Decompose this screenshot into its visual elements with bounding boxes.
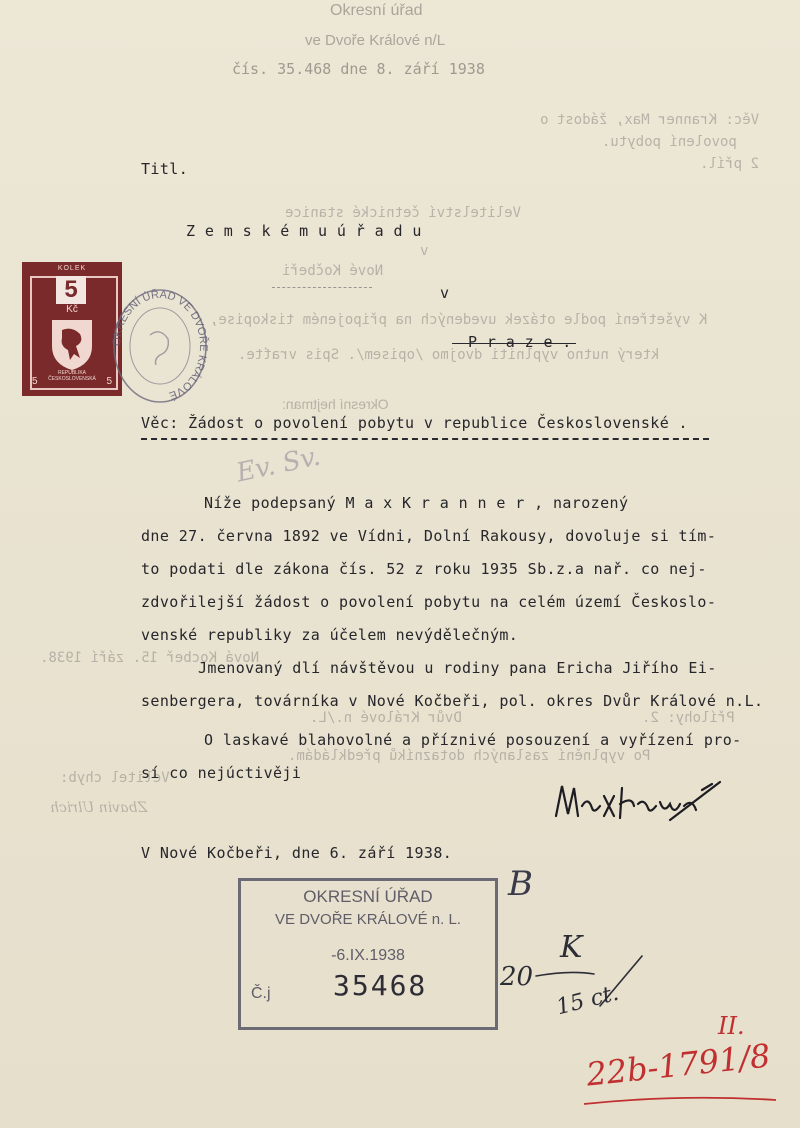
round-seal-text: OKRESNÍ ÚŘAD VE DVOŘE KRÁLOVÉ	[110, 288, 210, 402]
salutation: Titl.	[141, 160, 189, 178]
addressee-city: P r a z e .	[468, 333, 572, 351]
office-stamp-date: -6.IX.1938	[331, 947, 405, 964]
handwritten-fifteen: 15 ct.	[553, 980, 622, 1021]
office-stamp-cj: Č.j	[251, 985, 271, 1002]
handwritten-k: K	[560, 930, 583, 965]
lion-emblem-icon	[44, 316, 100, 372]
red-underline-stroke	[580, 1090, 780, 1110]
bleed-text-mid-3: Nové Kočbeři	[282, 263, 384, 279]
office-reception-stamp	[238, 878, 498, 1030]
bleed-underline	[272, 287, 372, 288]
city-strikethrough	[452, 343, 576, 344]
office-stamp-number: 35468	[333, 969, 428, 1002]
body-line-2: dne 27. června 1892 ve Vídni, Dolní Rakousy, dovoluje si tím-	[141, 527, 717, 545]
bleed-text-lower-2: Přílohy: 2.	[642, 710, 735, 726]
handwritten-roman: II.	[718, 1012, 745, 1040]
signature	[552, 776, 722, 836]
subject-underline	[141, 438, 709, 440]
body-line-6: Jmenovaný dlí návštěvou u rodiny pana Ericha Jiřího Ei-	[198, 659, 717, 677]
revenue-stamp-corner-left: 5	[32, 376, 38, 387]
handwritten-b: B	[508, 864, 533, 904]
body-line-5: venské republiky za účelem nevýdělečným.	[141, 626, 519, 644]
header-stamp-line2: ve Dvoře Králové n/L	[305, 32, 446, 49]
bleed-text-lower-4: Po vyplnění zaslaných dotazníků předkládám.	[288, 748, 651, 764]
revenue-stamp-top: KOLEK	[57, 265, 87, 272]
addressee: Z e m s k é m u ú ř a d u	[186, 222, 422, 240]
bleed-text-left-2: Zbavin Ulrich	[50, 800, 148, 816]
addressee-v: v	[440, 284, 450, 302]
body-line-7: senbergera, továrníka v Nové Kočbeři, pol. okres Dvůr Králové n.L.	[141, 692, 764, 710]
revenue-stamp-unit: Kč	[66, 304, 78, 315]
revenue-stamp	[22, 262, 122, 396]
header-stamp-line1: Okresní úřad	[330, 2, 423, 19]
body-line-9: sí co nejúctivěji	[141, 764, 302, 782]
bleed-text-lower-3: Dvůr Králové n./L.	[310, 710, 462, 726]
svg-text:OKRESNÍ ÚŘAD VE DVOŘE KRÁLOVÉ	[111, 288, 210, 403]
body-line-8: O laskavé blahovolné a příznivé posouzení a vyřízení pro-	[204, 731, 742, 749]
date-line: V Nové Kočbeři, dne 6. září 1938.	[141, 844, 453, 862]
bleed-text-mid-2: v	[420, 243, 429, 259]
handwritten-red-reference: 22b-1791/8	[584, 1036, 773, 1094]
subject-line: Věc: Žádost o povolení pobytu v republice Československé .	[141, 414, 688, 432]
bleed-text-left-1: Velitel chyb:	[60, 770, 170, 786]
bleed-text-mid-4: K vyšetření podle otázek uvedených na připojeném tiskopise,	[210, 312, 708, 328]
bleed-text-right-3: 2 příl.	[700, 156, 760, 172]
header-stamp-line3: čís. 35.468 dne 8. září 1938	[232, 60, 485, 78]
body-line-4: zdvořilejší žádost o povolení pobytu na celém území Českoslo-	[141, 593, 717, 611]
bleed-text-mid-1: Velitelství četnické stanice	[285, 205, 522, 221]
bleed-text-right-1: Věc: Kranner Max, žádost o	[540, 112, 760, 128]
revenue-stamp-side: REPUBLIKA ČESKOSLOVENSKÁ	[48, 370, 96, 382]
revenue-stamp-corner-right: 5	[106, 376, 112, 387]
handwritten-twenty: 20	[500, 962, 534, 992]
office-stamp-line1: OKRESNÍ ÚŘAD	[303, 887, 433, 906]
pencil-initials: Ev. Sv.	[233, 441, 323, 489]
bleed-text-right-2: povolení pobytu.	[602, 134, 737, 150]
bleed-text-lower-1: Nová Kocbeř 15. září 1938.	[40, 650, 260, 666]
revenue-stamp-value: 5	[56, 276, 86, 304]
bleed-text-mid-5: který nutno vyplniti dvojmo /opisem/. Spis vraťte.	[238, 347, 660, 363]
body-line-1: Níže podepsaný M a x K r a n n e r , narozený	[204, 494, 629, 512]
body-line-3: to podati dle zákona čís. 52 z roku 1935 Sb.z.a nař. co nej-	[141, 560, 707, 578]
round-seal	[110, 285, 210, 407]
office-stamp-line2: VE DVOŘE KRÁLOVÉ n. L.	[275, 911, 461, 928]
bleed-text-mid-6: Okresní hejtman:	[282, 396, 389, 412]
